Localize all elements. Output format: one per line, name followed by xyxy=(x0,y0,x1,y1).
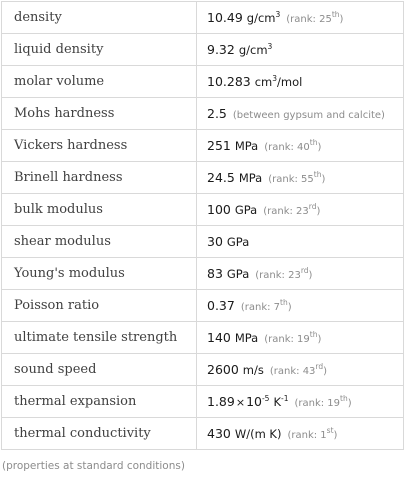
property-value-cell xyxy=(197,162,404,194)
value-unit: GPa xyxy=(234,203,258,217)
footnote: (properties at standard conditions) xyxy=(2,460,185,472)
value-unit: $K^{-1}$ xyxy=(273,394,289,409)
table-row xyxy=(2,162,404,194)
table-row xyxy=(2,98,404,130)
property-label: Mohs hardness xyxy=(2,98,197,130)
property-value-cell xyxy=(197,98,404,130)
value-unit: MPa xyxy=(234,331,259,345)
value-number: 10.283 xyxy=(207,74,251,89)
property-value-cell xyxy=(197,418,404,450)
property-value-cell xyxy=(197,226,404,258)
table-row xyxy=(2,2,404,34)
value-number: 140 xyxy=(207,330,231,345)
property-label: sound speed xyxy=(2,354,197,386)
value-number: 24.5 xyxy=(207,170,235,185)
value-note: (between gypsum and calcite) xyxy=(232,110,385,121)
rank-note: (rank: 55th) xyxy=(268,170,326,185)
value-number: 2.5 xyxy=(207,106,227,121)
value-unit: $g/cm^3$ xyxy=(246,10,281,25)
value-number: 251 xyxy=(207,138,231,153)
property-label: molar volume xyxy=(2,66,197,98)
property-value-cell xyxy=(197,322,404,354)
value-unit: $g/cm^3$ xyxy=(238,42,273,57)
table-row xyxy=(2,418,404,450)
rank-note: (rank: 1st) xyxy=(287,426,338,441)
value-unit: MPa xyxy=(234,139,259,153)
property-value-cell xyxy=(197,386,404,418)
property-label: Poisson ratio xyxy=(2,290,197,322)
property-label: Young's modulus xyxy=(2,258,197,290)
table-row xyxy=(2,130,404,162)
property-value-cell xyxy=(197,130,404,162)
value-number: $1.89\times 10^{-5}$ xyxy=(207,394,270,409)
table-row xyxy=(2,354,404,386)
value-number: 10.49 xyxy=(207,10,243,25)
table-row xyxy=(2,34,404,66)
value-unit: W/(m K) xyxy=(234,427,282,441)
property-value-cell xyxy=(197,258,404,290)
properties-table xyxy=(1,1,404,450)
rank-note: (rank: 40th) xyxy=(264,138,322,153)
property-value-cell xyxy=(197,2,404,34)
property-label: bulk modulus xyxy=(2,194,197,226)
property-value-cell xyxy=(197,354,404,386)
table-row xyxy=(2,386,404,418)
value-unit: MPa xyxy=(238,171,263,185)
rank-note: (rank: 23rd) xyxy=(255,266,313,281)
property-label: liquid density xyxy=(2,34,197,66)
property-value-cell xyxy=(197,290,404,322)
table-row xyxy=(2,322,404,354)
table-row xyxy=(2,194,404,226)
property-label: Vickers hardness xyxy=(2,130,197,162)
property-label: shear modulus xyxy=(2,226,197,258)
value-number: 83 xyxy=(207,266,223,281)
value-number: 30 xyxy=(207,234,223,249)
property-value-cell xyxy=(197,34,404,66)
property-label: thermal conductivity xyxy=(2,418,197,450)
table-row xyxy=(2,226,404,258)
value-unit: GPa xyxy=(226,267,250,281)
table-row xyxy=(2,66,404,98)
rank-note: (rank: 23rd) xyxy=(263,202,321,217)
value-unit: $cm^3$/mol xyxy=(254,74,303,89)
property-value-cell xyxy=(197,66,404,98)
rank-note: (rank: 19th) xyxy=(294,394,352,409)
rank-note: (rank: 25th) xyxy=(286,10,344,25)
property-label: ultimate tensile strength xyxy=(2,322,197,354)
table-row xyxy=(2,290,404,322)
table-row xyxy=(2,258,404,290)
property-label: density xyxy=(2,2,197,34)
value-number: 0.37 xyxy=(207,298,235,313)
value-number: 2600 xyxy=(207,362,239,377)
value-unit: GPa xyxy=(226,235,250,249)
property-value-cell xyxy=(197,194,404,226)
rank-note: (rank: 7th) xyxy=(240,298,292,313)
value-unit: m/s xyxy=(242,363,264,377)
value-number: 430 xyxy=(207,426,231,441)
property-label: Brinell hardness xyxy=(2,162,197,194)
value-number: 9.32 xyxy=(207,42,235,57)
property-label: thermal expansion xyxy=(2,386,197,418)
rank-note: (rank: 19th) xyxy=(264,330,322,345)
value-number: 100 xyxy=(207,202,231,217)
rank-note: (rank: 43rd) xyxy=(269,362,328,377)
